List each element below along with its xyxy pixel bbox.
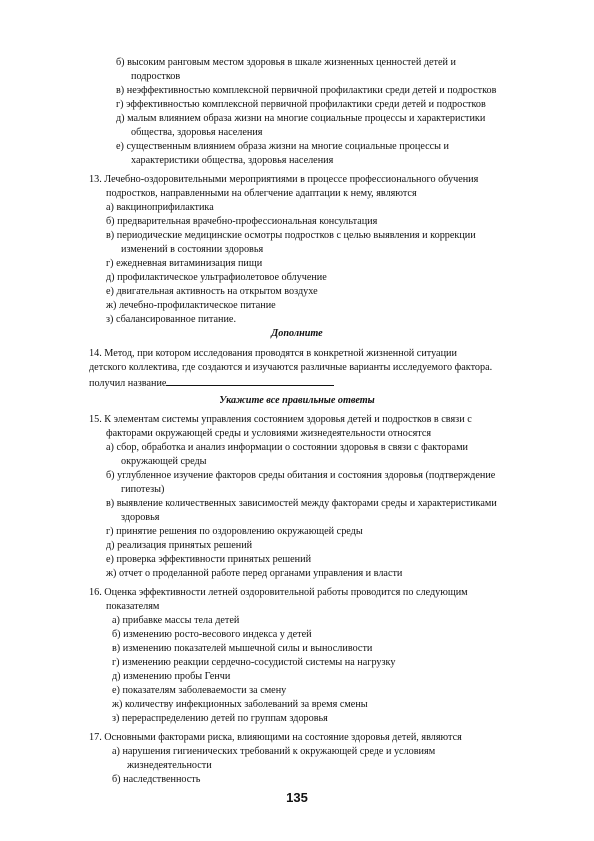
q13-option-b: б) предварительная врачебно-профессиональная консультация	[106, 216, 378, 227]
q13-option-e: е) двигательная активность на открытом воздухе	[106, 286, 318, 297]
section-heading-complete: Дополните	[271, 328, 323, 339]
q12-option-b-line1: б) высоким ранговым местом здоровья в шкале жизненных ценностей детей и	[116, 57, 456, 68]
q16-stem-line1: 16. Оценка эффективности летней оздоровительной работы проводится по следующим	[89, 587, 468, 598]
q13-option-zh: ж) лечебно-профилактическое питание	[106, 300, 276, 311]
q12-option-b-line2: подростков	[131, 71, 181, 82]
q12-option-d-line1: д) малым влиянием образа жизни на многие социальные процессы и характеристики	[116, 113, 486, 124]
q16-option-v: в) изменению показателей мышечной силы и выносливости	[112, 643, 373, 654]
q17-option-b: б) наследственность	[112, 774, 201, 785]
q13-stem-line1: 13. Лечебно-оздоровительными мероприятиями в процессе профессионального обучения	[89, 174, 479, 185]
q12-option-v: в) неэффективностью комплексной первичной профилактики среди детей и подростков	[116, 85, 497, 96]
q16-option-e: е) показателям заболеваемости за смену	[112, 685, 287, 696]
answer-blank[interactable]	[166, 375, 334, 386]
q13-option-v-line2: изменений в состоянии здоровья	[121, 244, 264, 255]
q16-option-z: з) перераспределению детей по группам здоровья	[112, 713, 328, 724]
q13-option-v-line1: в) периодические медицинские осмотры подростков с целью выявления и коррекции	[106, 230, 476, 241]
q15-option-a-line1: а) сбор, обработка и анализ информации о состоянии здоровья в связи с факторами	[106, 442, 468, 453]
q14-stem-line3	[89, 375, 334, 391]
q13-option-g: г) ежедневная витаминизация пищи	[106, 258, 263, 269]
q14-stem-line2: детского коллектива, где создаются и изучаются различные варианты исследуемого фактора.	[89, 362, 493, 373]
q15-option-v-line2: здоровья	[121, 512, 160, 523]
q16-option-a: а) прибавке массы тела детей	[112, 615, 240, 626]
q15-stem-line2: факторами окружающей среды и условиями жизнедеятельности относятся	[106, 428, 432, 439]
q17-option-a-line2: жизнедеятельности	[127, 760, 212, 771]
q14-stem-text: получил название	[89, 378, 167, 389]
page-number: 135	[286, 790, 308, 805]
q14-stem-line1: 14. Метод, при котором исследования проводятся в конкретной жизненной ситуации	[89, 348, 457, 359]
q15-option-g: г) принятие решения по оздоровлению окружающей среды	[106, 526, 363, 537]
q12-option-e-line2: характеристики общества, здоровья населения	[131, 155, 334, 166]
q12-option-g: г) эффективностью комплексной первичной профилактики среди детей и подростков	[116, 99, 486, 110]
section-heading-all-correct: Укажите все правильные ответы	[219, 395, 375, 406]
q15-option-b-line2: гипотезы)	[121, 484, 165, 495]
q15-option-e: е) проверка эффективности принятых решений	[106, 554, 312, 565]
q13-option-d: д) профилактическое ультрафиолетовое облучение	[106, 272, 327, 283]
q15-option-zh: ж) отчет о проделанной работе перед органами управления и власти	[106, 568, 403, 579]
q16-option-zh: ж) количеству инфекционных заболеваний за время смены	[112, 699, 368, 710]
q13-option-a: а) вакциноприфилактика	[106, 202, 214, 213]
q16-option-b: б) изменению росто-весового индекса у детей	[112, 629, 312, 640]
q12-option-e-line1: е) существенным влиянием образа жизни на многие социальные процессы и	[116, 141, 450, 152]
q15-stem-line1: 15. К элементам системы управления состоянием здоровья детей и подростков в связи с	[89, 414, 472, 425]
q16-stem-line2: показателям	[106, 601, 160, 612]
q15-option-d: д) реализация принятых решений	[106, 540, 253, 551]
q12-option-d-line2: общества, здоровья населения	[131, 127, 263, 138]
q17-stem-line1: 17. Основными факторами риска, влияющими на состояние здоровья детей, являются	[89, 732, 462, 743]
q15-option-a-line2: окружающей среды	[121, 456, 207, 467]
q13-stem-line2: подростков, направленными на облегчение адаптации к нему, являются	[106, 188, 417, 199]
q13-option-z: з) сбалансированное питание.	[106, 314, 236, 325]
q16-option-d: д) изменению пробы Генчи	[112, 671, 231, 682]
q15-option-v-line1: в) выявление количественных зависимостей между факторами среды и характеристиками	[106, 498, 497, 509]
q15-option-b-line1: б) углубленное изучение факторов среды обитания и состояния здоровья (подтверждение	[106, 470, 496, 481]
q16-option-g: г) изменению реакции сердечно-сосудистой системы на нагрузку	[112, 657, 396, 668]
q17-option-a-line1: а) нарушения гигиенических требований к окружающей среде и условиям	[112, 746, 436, 757]
